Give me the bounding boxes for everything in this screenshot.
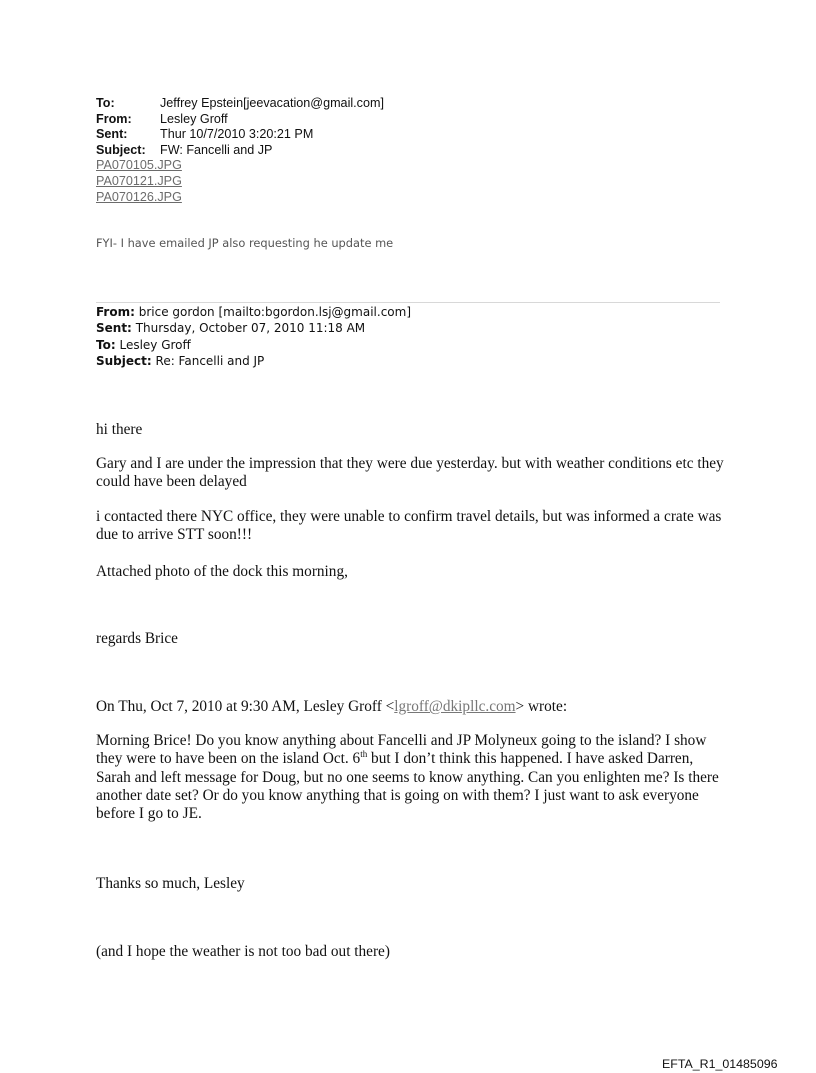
fwd-sent-value: Thursday, October 07, 2010 11:18 AM: [135, 321, 366, 336]
quoted-ps: (and I hope the weather is not too bad out there): [96, 943, 390, 960]
fwd-subject-row: [96, 353, 411, 369]
fwd-subject-value: Re: Fancelli and JP: [155, 353, 265, 368]
quoted-paragraph: [96, 732, 722, 823]
fwd-from-row: [96, 304, 411, 320]
fwd-to-row: [96, 337, 411, 353]
quoted-thanks: Thanks so much, Lesley: [96, 875, 245, 892]
forwarded-header: [96, 304, 411, 369]
sent-value: Thur 10/7/2010 3:20:21 PM: [160, 127, 314, 142]
fyi-note: FYI- I have emailed JP also requesting he update me: [96, 236, 394, 250]
header-subject-row: [96, 143, 384, 159]
reply-paragraph: i contacted there NYC office, they were unable to confirm travel details, but was informed a crate was due to arrive STT soon!!!: [96, 508, 722, 544]
email-header: [96, 96, 384, 205]
fwd-to-value: Lesley Groff: [119, 337, 191, 352]
from-label: From:: [96, 111, 132, 126]
divider: [96, 302, 720, 303]
attachment-link[interactable]: PA070121.JPG: [96, 173, 182, 188]
header-from-row: [96, 112, 384, 128]
fwd-subject-label: Subject:: [96, 353, 152, 368]
quoted-email-link[interactable]: lgroff@dkipllc.com: [394, 698, 516, 715]
fwd-sent-label: Sent:: [96, 321, 132, 336]
ordinal-suffix: th: [360, 749, 368, 760]
document-id: EFTA_R1_01485096: [662, 1057, 778, 1071]
quoted-intro: [96, 698, 726, 716]
quoted-text-part2: but I don’t think this happened. I have asked Darren, Sarah and left message for Doug, but no one seems to know anything. Can you enlighten me? Is there another date set? Or do you know anything that is going on with them? I just want to ask everyone before I go to JE.: [96, 750, 719, 823]
fwd-to-label: To:: [96, 337, 116, 352]
attachment-link[interactable]: PA070126.JPG: [96, 189, 182, 204]
sent-label: Sent:: [96, 127, 128, 142]
header-to-row: [96, 96, 384, 112]
to-value: Jeffrey Epstein[jeevacation@gmail.com]: [160, 96, 384, 110]
subject-value: FW: Fancelli and JP: [160, 142, 273, 157]
quoted-intro-after: > wrote:: [515, 698, 568, 715]
reply-greeting: hi there: [96, 421, 143, 438]
reply-paragraph: Gary and I are under the impression that they were due yesterday. but with weather conditions etc they could have been delayed: [96, 455, 724, 491]
reply-paragraph: Attached photo of the dock this morning,: [96, 563, 348, 580]
to-label: To:: [96, 96, 115, 110]
fwd-from-value: brice gordon [mailto:bgordon.lsj@gmail.com]: [138, 305, 412, 319]
fwd-sent-row: [96, 320, 411, 336]
quoted-text-part1: Morning Brice! Do you know anything about Fancelli and JP Molyneux going to the island? I show they were to have been on the island Oct. 6: [96, 732, 707, 768]
quoted-intro-before: On Thu, Oct 7, 2010 at 9:30 AM, Lesley Groff <: [96, 698, 395, 715]
reply-signoff: regards Brice: [96, 630, 178, 647]
subject-label: Subject:: [96, 142, 146, 157]
fwd-from-label: From:: [96, 305, 135, 319]
header-sent-row: [96, 127, 384, 143]
from-value: Lesley Groff: [160, 111, 228, 126]
attachment-link[interactable]: PA070105.JPG: [96, 158, 182, 173]
